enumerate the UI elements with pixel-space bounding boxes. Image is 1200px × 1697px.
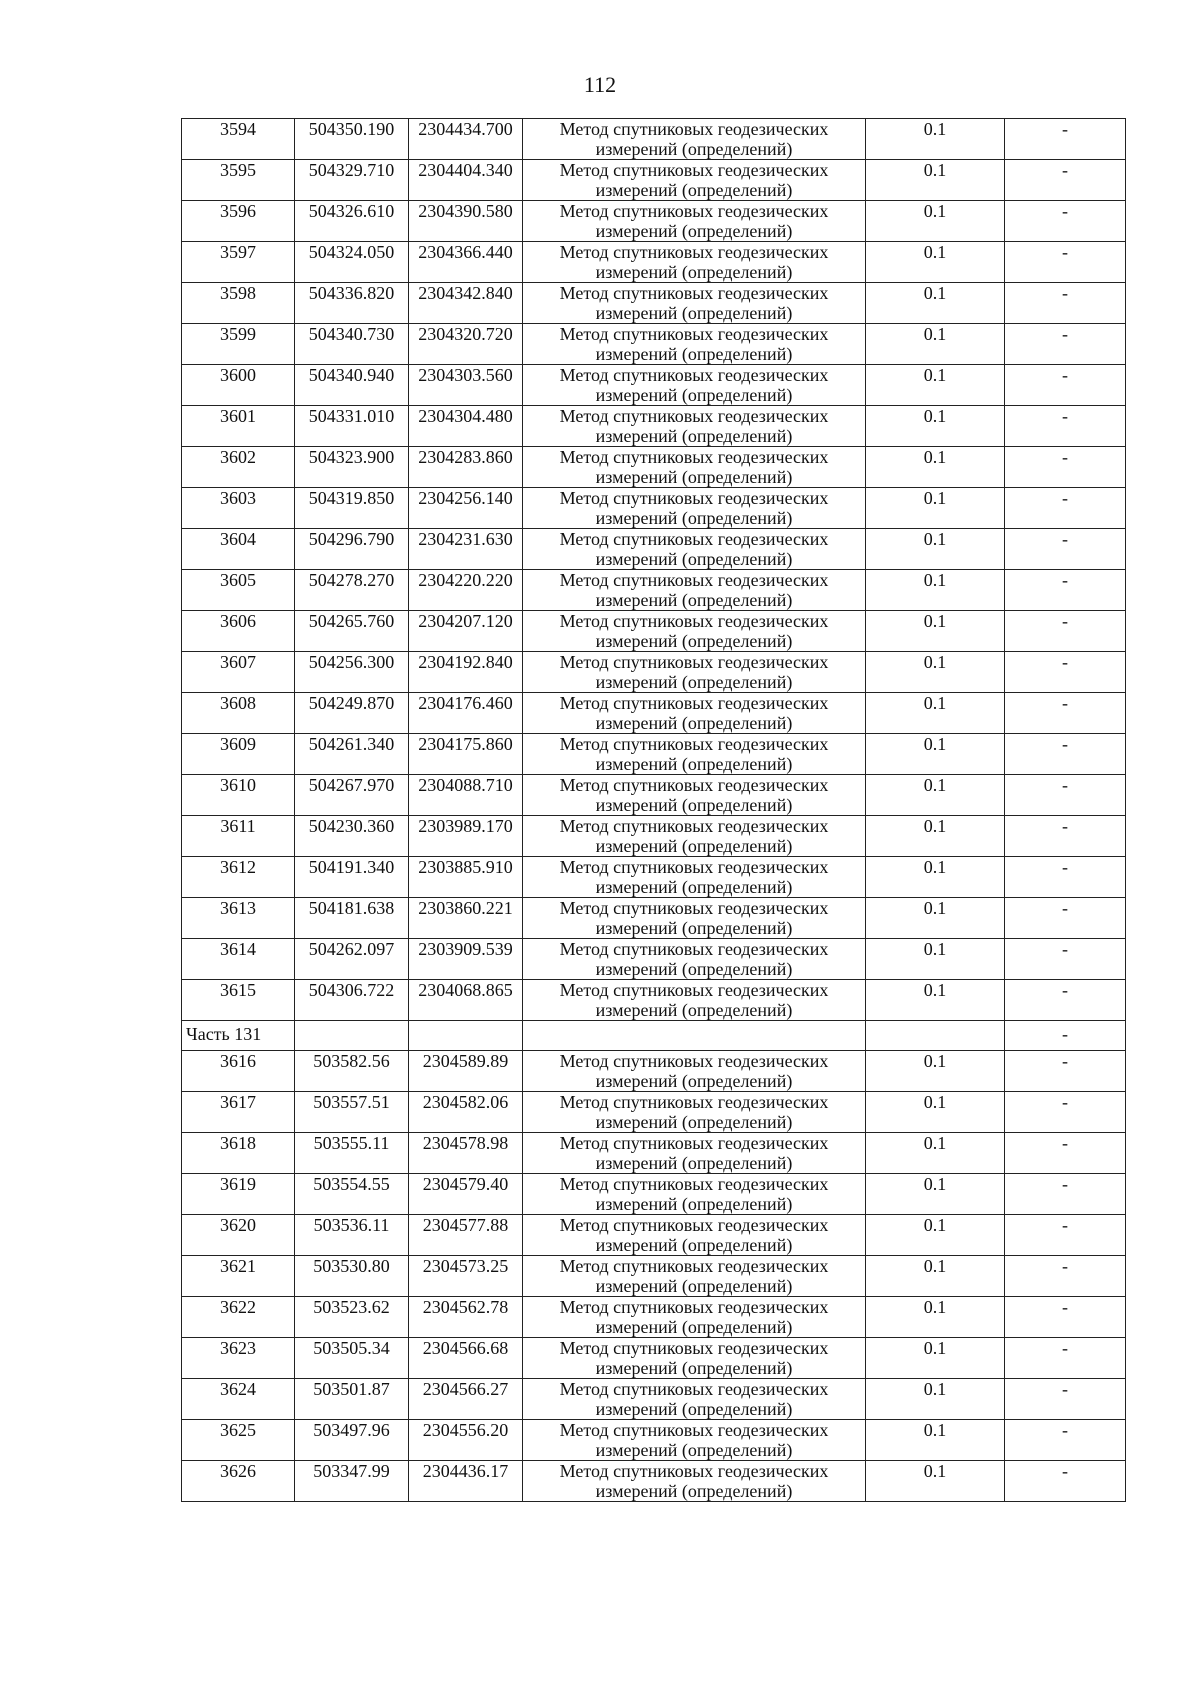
accuracy-cell: 0.1: [866, 242, 1005, 283]
x-coordinate-cell: 504230.360: [295, 816, 409, 857]
x-coordinate-cell: 503523.62: [295, 1297, 409, 1338]
method-cell: Метод спутниковых геодезических измерений (определений): [523, 1256, 866, 1297]
accuracy-cell: 0.1: [866, 201, 1005, 242]
point-number-cell: 3624: [182, 1379, 295, 1420]
accuracy-cell: 0.1: [866, 1461, 1005, 1502]
y-coordinate-cell: 2304088.710: [409, 775, 523, 816]
table-row: [182, 160, 1126, 201]
y-coordinate-cell: 2304320.720: [409, 324, 523, 365]
note-cell: -: [1005, 939, 1126, 980]
y-coordinate-cell: 2304579.40: [409, 1174, 523, 1215]
point-number-cell: 3605: [182, 570, 295, 611]
table-row: [182, 1133, 1126, 1174]
table-row: [182, 734, 1126, 775]
x-coordinate-cell: 504181.638: [295, 898, 409, 939]
note-cell: -: [1005, 1338, 1126, 1379]
table-row: [182, 406, 1126, 447]
note-cell: -: [1005, 1092, 1126, 1133]
y-coordinate-cell: 2304578.98: [409, 1133, 523, 1174]
method-cell: Метод спутниковых геодезических измерений (определений): [523, 1338, 866, 1379]
accuracy-cell: 0.1: [866, 570, 1005, 611]
method-cell: Метод спутниковых геодезических измерений (определений): [523, 1133, 866, 1174]
table-row: [182, 1092, 1126, 1133]
note-cell: -: [1005, 980, 1126, 1021]
table-row: [182, 570, 1126, 611]
y-coordinate-cell: 2304175.860: [409, 734, 523, 775]
y-coordinate-cell: 2304342.840: [409, 283, 523, 324]
part-note-cell: -: [1005, 1021, 1126, 1051]
table-row: [182, 529, 1126, 570]
y-coordinate-cell: 2304556.20: [409, 1420, 523, 1461]
x-coordinate-cell: 504329.710: [295, 160, 409, 201]
method-cell: Метод спутниковых геодезических измерений (определений): [523, 488, 866, 529]
y-coordinate-cell: 2304366.440: [409, 242, 523, 283]
note-cell: -: [1005, 160, 1126, 201]
point-number-cell: 3620: [182, 1215, 295, 1256]
table-row: [182, 1174, 1126, 1215]
point-number-cell: 3621: [182, 1256, 295, 1297]
note-cell: -: [1005, 242, 1126, 283]
y-coordinate-cell: 2304390.580: [409, 201, 523, 242]
method-cell: Метод спутниковых геодезических измерений (определений): [523, 242, 866, 283]
point-number-cell: 3596: [182, 201, 295, 242]
table-row: [182, 693, 1126, 734]
point-number-cell: 3595: [182, 160, 295, 201]
y-coordinate-cell: 2304176.460: [409, 693, 523, 734]
accuracy-cell: 0.1: [866, 857, 1005, 898]
x-coordinate-cell: 504323.900: [295, 447, 409, 488]
method-cell: Метод спутниковых геодезических измерений (определений): [523, 529, 866, 570]
x-coordinate-cell: 504336.820: [295, 283, 409, 324]
x-coordinate-cell: 504306.722: [295, 980, 409, 1021]
accuracy-cell: 0.1: [866, 447, 1005, 488]
y-coordinate-cell: 2304068.865: [409, 980, 523, 1021]
method-cell: Метод спутниковых геодезических измерений (определений): [523, 1215, 866, 1256]
note-cell: -: [1005, 570, 1126, 611]
note-cell: -: [1005, 1420, 1126, 1461]
x-coordinate-cell: 504340.730: [295, 324, 409, 365]
note-cell: -: [1005, 201, 1126, 242]
y-coordinate-cell: 2304207.120: [409, 611, 523, 652]
point-number-cell: 3622: [182, 1297, 295, 1338]
x-coordinate-cell: 504256.300: [295, 652, 409, 693]
accuracy-cell: 0.1: [866, 939, 1005, 980]
method-cell: Метод спутниковых геодезических измерений (определений): [523, 857, 866, 898]
method-cell: Метод спутниковых геодезических измерений (определений): [523, 693, 866, 734]
method-cell: Метод спутниковых геодезических измерений (определений): [523, 734, 866, 775]
y-coordinate-cell: 2304562.78: [409, 1297, 523, 1338]
note-cell: -: [1005, 119, 1126, 160]
point-number-cell: 3610: [182, 775, 295, 816]
note-cell: -: [1005, 406, 1126, 447]
point-number-cell: 3623: [182, 1338, 295, 1379]
accuracy-cell: 0.1: [866, 1051, 1005, 1092]
x-coordinate-cell: 504265.760: [295, 611, 409, 652]
y-coordinate-cell: 2304256.140: [409, 488, 523, 529]
point-number-cell: 3613: [182, 898, 295, 939]
method-cell: Метод спутниковых геодезических измерений (определений): [523, 447, 866, 488]
table-row: [182, 857, 1126, 898]
table-row: [182, 1461, 1126, 1502]
x-coordinate-cell: 503497.96: [295, 1420, 409, 1461]
point-number-cell: 3619: [182, 1174, 295, 1215]
x-coordinate-cell: 503555.11: [295, 1133, 409, 1174]
point-number-cell: 3616: [182, 1051, 295, 1092]
method-cell: Метод спутниковых геодезических измерений (определений): [523, 816, 866, 857]
method-cell: Метод спутниковых геодезических измерений (определений): [523, 611, 866, 652]
y-coordinate-cell: 2303860.221: [409, 898, 523, 939]
y-coordinate-cell: 2304231.630: [409, 529, 523, 570]
point-number-cell: 3618: [182, 1133, 295, 1174]
accuracy-cell: 0.1: [866, 898, 1005, 939]
x-coordinate-cell: 504350.190: [295, 119, 409, 160]
note-cell: -: [1005, 1215, 1126, 1256]
point-number-cell: 3594: [182, 119, 295, 160]
point-number-cell: 3612: [182, 857, 295, 898]
page-number: 112: [583, 72, 617, 97]
accuracy-cell: 0.1: [866, 365, 1005, 406]
table-row: [182, 1420, 1126, 1461]
method-cell: Метод спутниковых геодезических измерений (определений): [523, 1051, 866, 1092]
accuracy-cell: 0.1: [866, 1338, 1005, 1379]
accuracy-cell: 0.1: [866, 652, 1005, 693]
point-number-cell: 3602: [182, 447, 295, 488]
x-coordinate-cell: 504267.970: [295, 775, 409, 816]
method-cell: Метод спутниковых геодезических измерений (определений): [523, 939, 866, 980]
note-cell: -: [1005, 529, 1126, 570]
point-number-cell: 3625: [182, 1420, 295, 1461]
table-row: [182, 324, 1126, 365]
method-cell: Метод спутниковых геодезических измерений (определений): [523, 570, 866, 611]
accuracy-cell: 0.1: [866, 1256, 1005, 1297]
accuracy-cell: 0.1: [866, 1133, 1005, 1174]
table-row: [182, 1051, 1126, 1092]
point-number-cell: 3614: [182, 939, 295, 980]
table-row: [182, 447, 1126, 488]
table-row: [182, 1338, 1126, 1379]
method-cell: Метод спутниковых геодезических измерений (определений): [523, 1092, 866, 1133]
method-cell: Метод спутниковых геодезических измерений (определений): [523, 324, 866, 365]
part-label: Часть 131: [182, 1021, 295, 1051]
y-coordinate-cell: 2304573.25: [409, 1256, 523, 1297]
accuracy-cell: 0.1: [866, 160, 1005, 201]
accuracy-cell: 0.1: [866, 119, 1005, 160]
point-number-cell: 3609: [182, 734, 295, 775]
accuracy-cell: 0.1: [866, 1092, 1005, 1133]
part-header-row: [182, 1021, 1126, 1051]
y-coordinate-cell: 2303989.170: [409, 816, 523, 857]
x-coordinate-cell: 503554.55: [295, 1174, 409, 1215]
point-number-cell: 3608: [182, 693, 295, 734]
table-row: [182, 775, 1126, 816]
point-number-cell: 3611: [182, 816, 295, 857]
method-cell: Метод спутниковых геодезических измерений (определений): [523, 1420, 866, 1461]
y-coordinate-cell: 2304582.06: [409, 1092, 523, 1133]
y-coordinate-cell: 2304434.700: [409, 119, 523, 160]
point-number-cell: 3607: [182, 652, 295, 693]
method-cell: Метод спутниковых геодезических измерений (определений): [523, 1461, 866, 1502]
accuracy-cell: 0.1: [866, 1297, 1005, 1338]
x-coordinate-cell: 503530.80: [295, 1256, 409, 1297]
accuracy-cell: 0.1: [866, 488, 1005, 529]
y-coordinate-cell: 2304192.840: [409, 652, 523, 693]
accuracy-cell: 0.1: [866, 816, 1005, 857]
note-cell: -: [1005, 488, 1126, 529]
accuracy-cell: 0.1: [866, 693, 1005, 734]
x-coordinate-cell: 504191.340: [295, 857, 409, 898]
note-cell: -: [1005, 447, 1126, 488]
note-cell: -: [1005, 1051, 1126, 1092]
accuracy-cell: 0.1: [866, 1420, 1005, 1461]
accuracy-cell: 0.1: [866, 1174, 1005, 1215]
point-number-cell: 3617: [182, 1092, 295, 1133]
accuracy-cell: 0.1: [866, 1379, 1005, 1420]
accuracy-cell: 0.1: [866, 1215, 1005, 1256]
method-cell: Метод спутниковых геодезических измерений (определений): [523, 119, 866, 160]
accuracy-cell: 0.1: [866, 611, 1005, 652]
note-cell: -: [1005, 693, 1126, 734]
accuracy-cell: 0.1: [866, 324, 1005, 365]
method-cell: Метод спутниковых геодезических измерений (определений): [523, 283, 866, 324]
x-coordinate-cell: 504261.340: [295, 734, 409, 775]
note-cell: -: [1005, 283, 1126, 324]
note-cell: -: [1005, 1174, 1126, 1215]
note-cell: -: [1005, 1297, 1126, 1338]
note-cell: -: [1005, 324, 1126, 365]
note-cell: -: [1005, 652, 1126, 693]
table-row: [182, 816, 1126, 857]
point-number-cell: 3604: [182, 529, 295, 570]
table-row: [182, 611, 1126, 652]
x-coordinate-cell: 504331.010: [295, 406, 409, 447]
x-coordinate-cell: 503505.34: [295, 1338, 409, 1379]
table-row: [182, 1297, 1126, 1338]
empty-cell: [866, 1021, 1005, 1051]
y-coordinate-cell: 2304436.17: [409, 1461, 523, 1502]
empty-cell: [523, 1021, 866, 1051]
table-row: [182, 201, 1126, 242]
point-number-cell: 3626: [182, 1461, 295, 1502]
method-cell: Метод спутниковых геодезических измерений (определений): [523, 775, 866, 816]
method-cell: Метод спутниковых геодезических измерений (определений): [523, 652, 866, 693]
table-row: [182, 119, 1126, 160]
x-coordinate-cell: 504262.097: [295, 939, 409, 980]
point-number-cell: 3601: [182, 406, 295, 447]
y-coordinate-cell: 2304220.220: [409, 570, 523, 611]
x-coordinate-cell: 504249.870: [295, 693, 409, 734]
point-number-cell: 3600: [182, 365, 295, 406]
coordinates-table: [181, 118, 1126, 1502]
note-cell: -: [1005, 1133, 1126, 1174]
x-coordinate-cell: 503582.56: [295, 1051, 409, 1092]
table-row: [182, 1379, 1126, 1420]
note-cell: -: [1005, 1461, 1126, 1502]
note-cell: -: [1005, 1256, 1126, 1297]
method-cell: Метод спутниковых геодезических измерений (определений): [523, 160, 866, 201]
method-cell: Метод спутниковых геодезических измерений (определений): [523, 201, 866, 242]
note-cell: -: [1005, 898, 1126, 939]
table-row: [182, 898, 1126, 939]
y-coordinate-cell: 2304566.27: [409, 1379, 523, 1420]
point-number-cell: 3603: [182, 488, 295, 529]
method-cell: Метод спутниковых геодезических измерений (определений): [523, 1297, 866, 1338]
y-coordinate-cell: 2303909.539: [409, 939, 523, 980]
accuracy-cell: 0.1: [866, 529, 1005, 570]
accuracy-cell: 0.1: [866, 283, 1005, 324]
method-cell: Метод спутниковых геодезических измерений (определений): [523, 1174, 866, 1215]
note-cell: -: [1005, 365, 1126, 406]
coordinates-table-body: [182, 119, 1126, 1502]
accuracy-cell: 0.1: [866, 734, 1005, 775]
x-coordinate-cell: 504340.940: [295, 365, 409, 406]
y-coordinate-cell: 2304304.480: [409, 406, 523, 447]
accuracy-cell: 0.1: [866, 775, 1005, 816]
note-cell: -: [1005, 611, 1126, 652]
table-row: [182, 939, 1126, 980]
accuracy-cell: 0.1: [866, 980, 1005, 1021]
note-cell: -: [1005, 1379, 1126, 1420]
point-number-cell: 3599: [182, 324, 295, 365]
y-coordinate-cell: 2304303.560: [409, 365, 523, 406]
table-row: [182, 1256, 1126, 1297]
y-coordinate-cell: 2304404.340: [409, 160, 523, 201]
empty-cell: [295, 1021, 409, 1051]
y-coordinate-cell: 2304283.860: [409, 447, 523, 488]
method-cell: Метод спутниковых геодезических измерений (определений): [523, 980, 866, 1021]
y-coordinate-cell: 2304589.89: [409, 1051, 523, 1092]
y-coordinate-cell: 2304577.88: [409, 1215, 523, 1256]
point-number-cell: 3606: [182, 611, 295, 652]
x-coordinate-cell: 504324.050: [295, 242, 409, 283]
x-coordinate-cell: 503557.51: [295, 1092, 409, 1133]
note-cell: -: [1005, 816, 1126, 857]
accuracy-cell: 0.1: [866, 406, 1005, 447]
table-row: [182, 488, 1126, 529]
table-row: [182, 283, 1126, 324]
x-coordinate-cell: 503536.11: [295, 1215, 409, 1256]
x-coordinate-cell: 504326.610: [295, 201, 409, 242]
method-cell: Метод спутниковых геодезических измерений (определений): [523, 365, 866, 406]
table-row: [182, 652, 1126, 693]
empty-cell: [409, 1021, 523, 1051]
x-coordinate-cell: 503501.87: [295, 1379, 409, 1420]
point-number-cell: 3615: [182, 980, 295, 1021]
method-cell: Метод спутниковых геодезических измерений (определений): [523, 406, 866, 447]
x-coordinate-cell: 504296.790: [295, 529, 409, 570]
table-row: [182, 1215, 1126, 1256]
point-number-cell: 3598: [182, 283, 295, 324]
table-row: [182, 365, 1126, 406]
note-cell: -: [1005, 857, 1126, 898]
table-row: [182, 980, 1126, 1021]
x-coordinate-cell: 504278.270: [295, 570, 409, 611]
y-coordinate-cell: 2304566.68: [409, 1338, 523, 1379]
y-coordinate-cell: 2303885.910: [409, 857, 523, 898]
method-cell: Метод спутниковых геодезических измерений (определений): [523, 898, 866, 939]
note-cell: -: [1005, 734, 1126, 775]
table-row: [182, 242, 1126, 283]
note-cell: -: [1005, 775, 1126, 816]
x-coordinate-cell: 503347.99: [295, 1461, 409, 1502]
method-cell: Метод спутниковых геодезических измерений (определений): [523, 1379, 866, 1420]
x-coordinate-cell: 504319.850: [295, 488, 409, 529]
point-number-cell: 3597: [182, 242, 295, 283]
